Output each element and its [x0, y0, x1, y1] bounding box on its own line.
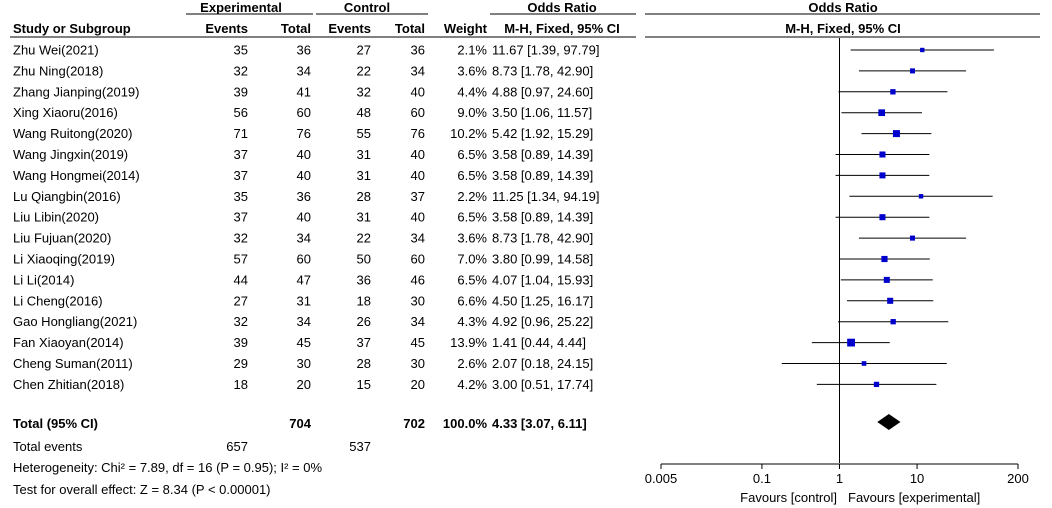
favours-experimental-label: Favours [experimental] — [848, 490, 981, 505]
study-ctrl-events: 50 — [356, 251, 371, 267]
study-ctrl-total: 37 — [410, 188, 425, 204]
study-weight: 9.0% — [457, 105, 487, 121]
study-exp-events: 35 — [233, 188, 248, 204]
study-ctrl-total: 30 — [410, 293, 425, 309]
plot-marks — [782, 38, 994, 463]
study-exp-events: 18 — [233, 376, 248, 392]
point-estimate — [919, 194, 923, 198]
study-ctrl-events: 15 — [356, 376, 371, 392]
total-ctrl-total: 702 — [403, 416, 425, 431]
study-ctrl-total: 34 — [410, 314, 425, 330]
study-ctrl-events: 37 — [356, 335, 371, 351]
study-exp-events: 39 — [233, 84, 248, 100]
study-exp-total: 40 — [296, 147, 311, 162]
header-experimental: Experimental — [200, 0, 282, 15]
study-ci: 3.58 [0.89, 14.39] — [492, 147, 594, 162]
study-ctrl-total: 34 — [410, 230, 425, 246]
heterogeneity-text: Heterogeneity: Chi² = 7.89, df = 16 (P = 0.95); I² = 0% — [13, 460, 323, 475]
study-ctrl-total: 40 — [410, 167, 425, 183]
study-weight: 6.5% — [457, 272, 487, 288]
favours-control-label: Favours [control] — [740, 490, 837, 505]
study-exp-total: 30 — [296, 356, 311, 371]
study-weight: 7.0% — [457, 251, 487, 267]
study-weight: 6.5% — [457, 147, 487, 162]
point-estimate — [893, 130, 900, 137]
study-weight: 2.2% — [457, 188, 487, 204]
study-exp-total: 36 — [296, 42, 311, 58]
x-tick-label: 0.005 — [644, 471, 678, 486]
study-ci: 8.73 [1.78, 42.90] — [492, 230, 594, 246]
header-exp-events: Events — [205, 21, 248, 36]
header-weight: Weight — [443, 21, 487, 36]
study-name: Zhang Jianping(2019) — [13, 84, 140, 100]
point-estimate — [884, 277, 890, 283]
header-or-method: M-H, Fixed, 95% CI — [504, 21, 620, 36]
study-exp-events: 27 — [233, 293, 248, 309]
total-events-ctrl: 537 — [349, 439, 371, 454]
point-estimate — [887, 298, 893, 304]
study-exp-events: 32 — [233, 314, 248, 330]
total-events-label: Total events — [13, 439, 83, 454]
study-name: Wang Jingxin(2019) — [13, 147, 129, 162]
study-ci: 11.25 [1.34, 94.19] — [492, 188, 600, 204]
study-ci: 4.88 [0.97, 24.60] — [492, 84, 594, 100]
point-estimate — [879, 214, 885, 220]
study-exp-total: 45 — [296, 335, 311, 351]
study-exp-total: 60 — [296, 251, 311, 267]
study-ctrl-total: 20 — [410, 376, 425, 392]
study-ctrl-events: 31 — [356, 147, 371, 162]
study-ctrl-events: 28 — [356, 188, 371, 204]
study-exp-total: 40 — [296, 209, 311, 225]
study-exp-events: 57 — [233, 251, 248, 267]
study-exp-total: 40 — [296, 167, 311, 183]
header-ctrl-events: Events — [328, 21, 371, 36]
study-name: Gao Hongliang(2021) — [13, 314, 138, 330]
point-estimate — [890, 89, 895, 94]
study-ci: 1.41 [0.44, 4.44] — [492, 335, 586, 351]
study-weight: 3.6% — [457, 230, 487, 246]
study-ci: 2.07 [0.18, 24.15] — [492, 356, 594, 371]
study-exp-total: 34 — [296, 230, 311, 246]
point-estimate — [910, 68, 915, 73]
study-weight: 4.3% — [457, 314, 487, 330]
header-control: Control — [343, 0, 391, 15]
overall-effect-text: Test for overall effect: Z = 8.34 (P < 0.00001) — [13, 482, 271, 497]
point-estimate — [920, 48, 924, 52]
header-odds-ratio: Odds Ratio — [527, 0, 597, 15]
study-weight: 4.4% — [457, 84, 487, 100]
study-exp-events: 37 — [233, 167, 248, 183]
study-ci: 4.07 [1.04, 15.93] — [492, 272, 594, 288]
study-name: Lu Qiangbin(2016) — [13, 188, 121, 204]
study-ci: 3.00 [0.51, 17.74] — [492, 376, 594, 392]
point-estimate — [874, 382, 879, 387]
study-exp-events: 56 — [233, 105, 248, 121]
study-ctrl-total: 36 — [410, 42, 425, 58]
header-ctrl-total: Total — [394, 21, 425, 36]
study-name: Cheng Suman(2011) — [13, 356, 133, 371]
study-rows — [13, 43, 599, 392]
study-ci: 3.50 [1.06, 11.57] — [492, 105, 593, 121]
study-weight: 13.9% — [450, 335, 487, 351]
study-name: Li Li(2014) — [13, 272, 75, 288]
point-estimate — [878, 109, 885, 116]
point-estimate — [910, 236, 915, 241]
study-weight: 6.6% — [457, 293, 487, 309]
study-name: Wang Hongmei(2014) — [13, 167, 140, 183]
study-ctrl-events: 26 — [356, 314, 371, 330]
study-weight: 10.2% — [450, 126, 487, 142]
study-exp-events: 37 — [233, 147, 248, 162]
study-name: Li Cheng(2016) — [13, 293, 103, 309]
study-name: Chen Zhitian(2018) — [13, 376, 125, 392]
study-ctrl-events: 32 — [356, 84, 371, 100]
study-ci: 4.50 [1.25, 16.17] — [492, 293, 594, 309]
study-ctrl-events: 31 — [356, 209, 371, 225]
study-exp-events: 44 — [233, 272, 248, 288]
point-estimate — [879, 151, 885, 157]
study-ci: 3.80 [0.99, 14.58] — [492, 251, 594, 267]
study-exp-events: 32 — [233, 230, 248, 246]
study-ctrl-events: 55 — [356, 126, 371, 142]
study-ctrl-events: 27 — [356, 42, 371, 58]
study-ctrl-events: 22 — [356, 230, 371, 246]
study-name: Liu Libin(2020) — [13, 209, 100, 225]
study-weight: 6.5% — [457, 167, 487, 183]
study-exp-total: 36 — [296, 188, 311, 204]
study-ci: 5.42 [1.92, 15.29] — [492, 126, 594, 142]
study-name: Liu Fujuan(2020) — [13, 230, 112, 246]
study-ci: 11.67 [1.39, 97.79] — [492, 42, 600, 58]
study-name: Xing Xiaoru(2016) — [13, 105, 118, 121]
point-estimate — [891, 319, 896, 324]
study-exp-total: 20 — [296, 376, 311, 392]
study-ctrl-events: 48 — [356, 105, 371, 121]
total-exp-total: 704 — [289, 416, 311, 431]
study-ctrl-events: 22 — [356, 63, 371, 79]
study-name: Zhu Ning(2018) — [13, 63, 104, 79]
study-ctrl-total: 34 — [410, 63, 425, 79]
study-ci: 3.58 [0.89, 14.39] — [492, 209, 594, 225]
study-name: Li Xiaoqing(2019) — [13, 251, 115, 267]
point-estimate — [847, 339, 855, 347]
study-exp-events: 39 — [233, 335, 248, 351]
x-tick-label: 1 — [835, 471, 844, 486]
study-ci: 4.92 [0.96, 25.22] — [492, 314, 594, 330]
study-exp-events: 71 — [233, 126, 248, 142]
study-exp-total: 76 — [296, 126, 311, 142]
study-exp-total: 31 — [296, 293, 311, 309]
x-tick-label: 200 — [1007, 471, 1029, 486]
study-ctrl-total: 76 — [410, 126, 425, 142]
study-weight: 6.5% — [457, 209, 487, 225]
x-axis — [645, 464, 1029, 486]
plot-title: Odds Ratio — [808, 0, 878, 15]
study-weight: 3.6% — [457, 63, 487, 79]
study-ctrl-events: 18 — [356, 293, 371, 309]
study-weight: 2.6% — [457, 356, 487, 371]
study-name: Fan Xiaoyan(2014) — [13, 335, 124, 351]
study-ctrl-total: 60 — [410, 105, 425, 121]
study-exp-total: 34 — [296, 63, 311, 79]
study-exp-total: 41 — [296, 84, 311, 100]
total-weight: 100.0% — [442, 416, 487, 431]
study-name: Wang Ruitong(2020) — [13, 126, 133, 142]
study-exp-events: 37 — [233, 209, 248, 225]
study-ctrl-total: 30 — [410, 356, 425, 371]
study-ctrl-total: 60 — [410, 251, 425, 267]
point-estimate — [881, 256, 887, 262]
study-exp-events: 29 — [233, 356, 248, 371]
study-exp-total: 34 — [296, 314, 311, 330]
point-estimate — [879, 172, 885, 178]
study-ci: 8.73 [1.78, 42.90] — [492, 63, 594, 79]
study-ctrl-total: 40 — [410, 84, 425, 100]
study-exp-total: 47 — [296, 272, 311, 288]
header-exp-total: Total — [280, 21, 311, 36]
study-exp-total: 60 — [296, 105, 311, 121]
study-weight: 2.1% — [457, 42, 487, 58]
total-ci: 4.33 [3.07, 6.11] — [492, 416, 587, 431]
study-ctrl-total: 40 — [410, 209, 425, 225]
study-ctrl-total: 45 — [410, 335, 425, 351]
study-ctrl-events: 31 — [356, 167, 371, 183]
pooled-diamond — [877, 414, 900, 430]
study-ctrl-events: 28 — [356, 356, 371, 371]
x-tick-label: 10 — [909, 471, 925, 486]
plot-method: M-H, Fixed, 95% CI — [785, 21, 901, 36]
study-exp-events: 32 — [233, 63, 248, 79]
total-label: Total (95% CI) — [13, 416, 98, 431]
total-events-exp: 657 — [226, 439, 248, 454]
study-ci: 3.58 [0.89, 14.39] — [492, 167, 594, 183]
header-study: Study or Subgroup — [13, 21, 131, 36]
study-ctrl-total: 40 — [410, 147, 425, 162]
study-exp-events: 35 — [233, 42, 248, 58]
point-estimate — [862, 361, 867, 366]
study-ctrl-total: 46 — [410, 272, 425, 288]
study-weight: 4.2% — [457, 376, 487, 392]
x-tick-label: 0.1 — [752, 471, 771, 486]
study-ctrl-events: 36 — [356, 272, 371, 288]
study-name: Zhu Wei(2021) — [13, 42, 99, 58]
